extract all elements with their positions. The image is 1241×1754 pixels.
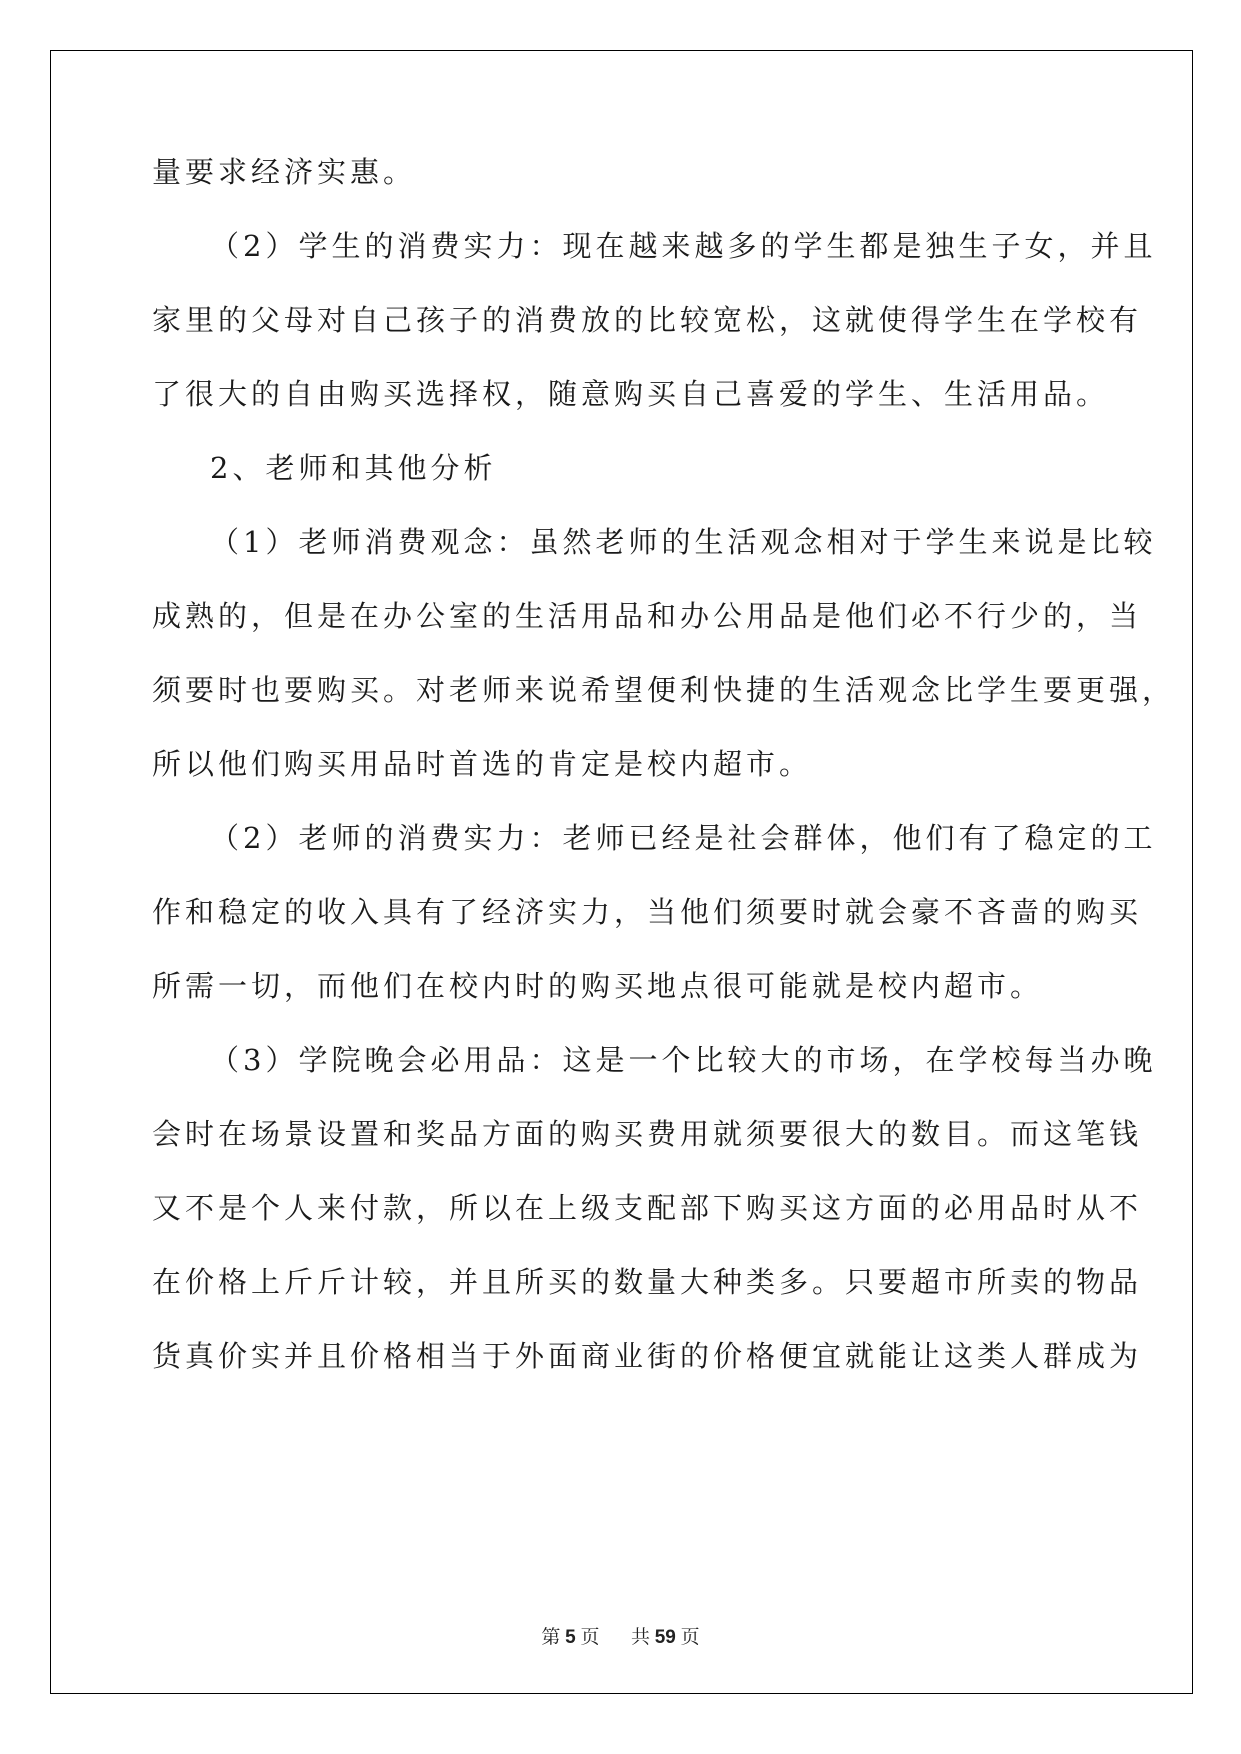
page-border [50, 50, 1193, 1694]
text-line: 成熟的，但是在办公室的生活用品和办公用品是他们必不行少的，当 [152, 599, 1143, 633]
text-line: 量要求经济实惠。 [152, 155, 417, 189]
page-footer [0, 1622, 1241, 1649]
text-line: 所需一切，而他们在校内时的购买地点很可能就是校内超市。 [152, 969, 1044, 1003]
text-line: 又不是个人来付款，所以在上级支配部下购买这方面的必用品时从不 [152, 1191, 1143, 1225]
text-line: 会时在场景设置和奖品方面的购买费用就须要很大的数目。而这笔钱 [152, 1117, 1143, 1151]
text-line: 货真价实并且价格相当于外面商业街的价格便宜就能让这类人群成为 [152, 1339, 1143, 1373]
text-line: 须要时也要购买。对老师来说希望便利快捷的生活观念比学生要更强， [152, 673, 1176, 707]
total-pages: 59 [654, 1627, 676, 1648]
total-prefix: 共 [630, 1627, 650, 1648]
text-line: 了很大的自由购买选择权，随意购买自己喜爱的学生、生活用品。 [152, 377, 1110, 411]
page-suffix: 页 [580, 1627, 600, 1648]
page-number: 5 [565, 1627, 576, 1648]
page-prefix: 第 [541, 1627, 561, 1648]
text-line: （2）老师的消费实力：老师已经是社会群体，他们有了稳定的工 [210, 821, 1157, 855]
text-line: 在价格上斤斤计较，并且所买的数量大种类多。只要超市所卖的物品 [152, 1265, 1143, 1299]
text-line: （3）学院晚会必用品：这是一个比较大的市场，在学校每当办晚 [210, 1043, 1157, 1077]
text-line: 所以他们购买用品时首选的肯定是校内超市。 [152, 747, 813, 781]
section-heading: 2、老师和其他分析 [210, 451, 497, 485]
text-line: （2）学生的消费实力：现在越来越多的学生都是独生子女，并且 [210, 229, 1157, 263]
text-line: 家里的父母对自己孩子的消费放的比较宽松，这就使得学生在学校有 [152, 303, 1143, 337]
text-line: 作和稳定的收入具有了经济实力，当他们须要时就会豪不吝啬的购买 [152, 895, 1143, 929]
total-suffix: 页 [680, 1627, 700, 1648]
text-line: （1）老师消费观念：虽然老师的生活观念相对于学生来说是比较 [210, 525, 1157, 559]
